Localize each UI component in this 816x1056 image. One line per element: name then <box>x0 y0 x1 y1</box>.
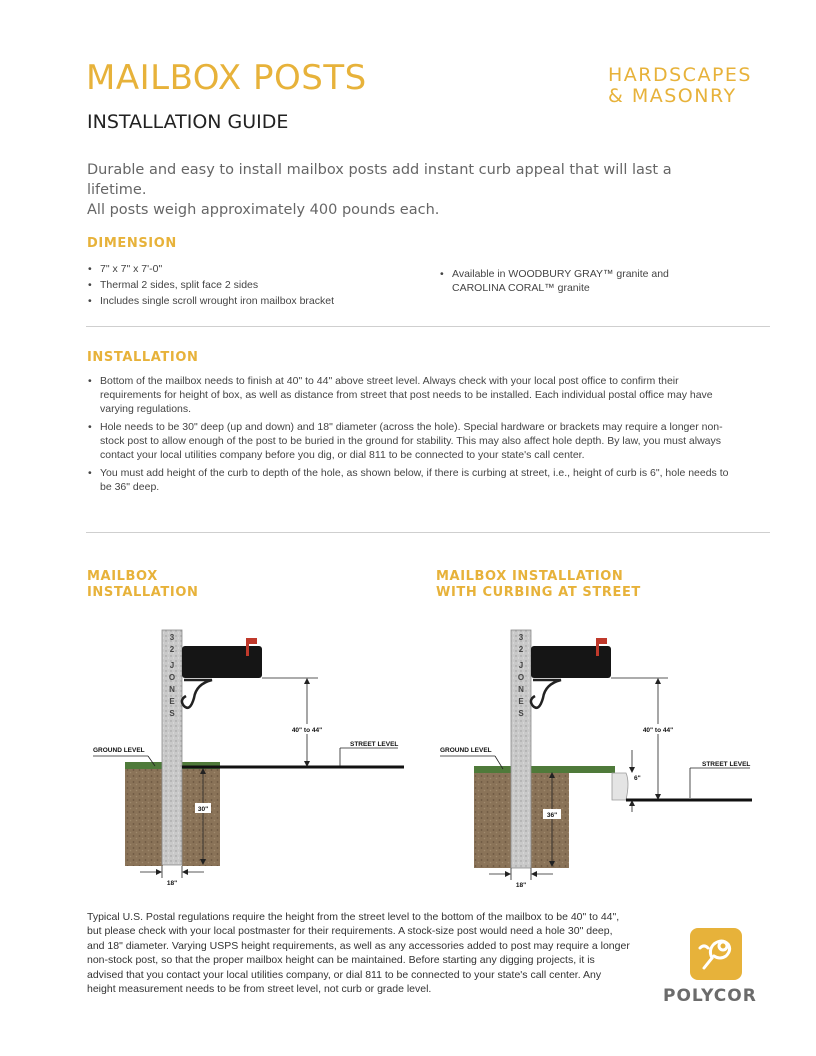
post-letter: 2 <box>169 645 175 654</box>
post-letter: E <box>518 697 524 706</box>
mailbox-flag <box>249 638 257 644</box>
soil-left <box>125 768 163 866</box>
street-level-label: STREET LEVEL <box>702 761 751 768</box>
post-letter: 3 <box>518 633 524 642</box>
list-item: • Hole needs to be 30" deep (up and down) and 18" diameter (across the hole). Special hardware or brackets may require a longer non-stock post to allow enough of the post to be buried in the ground for stability. This may also affect hole depth. By law, you must always contact your local utilities company before you dig, or dial 811 to be connected to your state's call center. <box>87 420 737 462</box>
scroll-bracket <box>182 680 212 708</box>
polycor-logo-icon <box>690 928 742 980</box>
post-letter: J <box>518 661 524 670</box>
scroll-bracket <box>531 680 561 708</box>
grass-left <box>125 762 163 769</box>
post-letter: 2 <box>518 645 524 654</box>
diagram2-heading-line-2: WITH CURBING AT STREET <box>436 585 641 600</box>
grass-left <box>474 766 512 773</box>
arrow <box>505 871 511 877</box>
post-letter: S <box>169 709 175 718</box>
post-letter: 3 <box>169 633 175 642</box>
page-subtitle: INSTALLATION GUIDE <box>87 111 289 133</box>
list-item: • 7" x 7" x 7'-0" <box>87 262 407 276</box>
diagram2 <box>440 630 752 889</box>
footer-paragraph: Typical U.S. Postal regulations require the height from the street level to the bottom of the mailbox to be 40" to 44", but please check with your local postmaster for their requirements. A stock-size post would need a hole 30" deep, and 18" diameter. Varying USPS height requirements, as well as any accessories added to post may require a longer non-stock post, so that the proper mailbox height can be maintained. Before starting any digging projects, it is advised that you contact your local utilities company, or dial 811 to be connected to your state's call center. Any height measurement needs to be from street level, not curb or grade level. <box>87 911 630 996</box>
arrow <box>182 869 188 875</box>
street-level-label: STREET LEVEL <box>350 741 399 748</box>
list-item: • Available in WOODBURY GRAY™ granite and CAROLINA CORAL™ granite <box>439 267 679 295</box>
arrow <box>156 869 162 875</box>
arrow <box>655 678 661 684</box>
width-label: 18" <box>515 882 527 889</box>
ground-level-label: GROUND LEVEL <box>93 747 145 754</box>
intro-line-1: Durable and easy to install mailbox posts add instant curb appeal that will last a lifetime. <box>87 162 672 198</box>
dimension-heading: DIMENSION <box>87 236 177 251</box>
post-letter: O <box>168 673 176 682</box>
list-item: • Thermal 2 sides, split face 2 sides <box>87 278 407 292</box>
mailbox-flag <box>599 638 607 644</box>
list-item: • Bottom of the mailbox needs to finish at 40" to 44" above street level. Always check with your local post office to confirm their requirements for height of box, as well as distance from street that post needs to be installed. Each individual postal office may have varying regulations. <box>87 374 737 416</box>
company-name: POLYCOR <box>663 986 757 1006</box>
curb-label: 6" <box>634 775 641 782</box>
soil-right <box>182 768 220 866</box>
brand-line-2: & MASONRY <box>608 85 737 107</box>
post-letter: J <box>169 661 175 670</box>
mailbox <box>182 646 262 678</box>
width-label: 18" <box>166 880 178 887</box>
arrow <box>629 767 635 773</box>
ground-level-label: GROUND LEVEL <box>440 747 492 754</box>
intro-line-2: All posts weigh approximately 400 pounds each. <box>87 202 440 218</box>
page-title: MAILBOX POSTS <box>86 58 367 98</box>
post-letter: N <box>518 685 524 694</box>
height-label: 40" to 44" <box>291 727 323 734</box>
diagram1-heading-line-1: MAILBOX <box>87 569 158 584</box>
arrow <box>531 871 537 877</box>
depth-label: 30" <box>197 806 209 813</box>
mailbox-flag-pole <box>246 638 249 656</box>
post-letter: S <box>518 709 524 718</box>
soil-left <box>474 772 512 868</box>
installation-heading: INSTALLATION <box>87 350 199 365</box>
post-letter: O <box>517 673 525 682</box>
diagram1-heading-line-2: INSTALLATION <box>87 585 199 600</box>
diagram2-heading-line-1: MAILBOX INSTALLATION <box>436 569 624 584</box>
height-label: 40" to 44" <box>642 727 674 734</box>
brand-line-1: HARDSCAPES <box>608 64 752 86</box>
arrow <box>304 678 310 684</box>
mailbox-flag-pole <box>596 638 599 656</box>
grass-right <box>531 766 615 773</box>
diagram1 <box>93 630 404 887</box>
list-item: • You must add height of the curb to depth of the hole, as shown below, if there is curbing at street, i.e., height of curb is 6", hole needs to be 36" deep. <box>87 466 737 494</box>
list-item: • Includes single scroll wrought iron mailbox bracket <box>87 294 407 308</box>
depth-label: 36" <box>546 812 558 819</box>
curb <box>612 773 628 800</box>
post-letter: N <box>169 685 175 694</box>
soil-right <box>531 772 569 868</box>
post-letter: E <box>169 697 175 706</box>
